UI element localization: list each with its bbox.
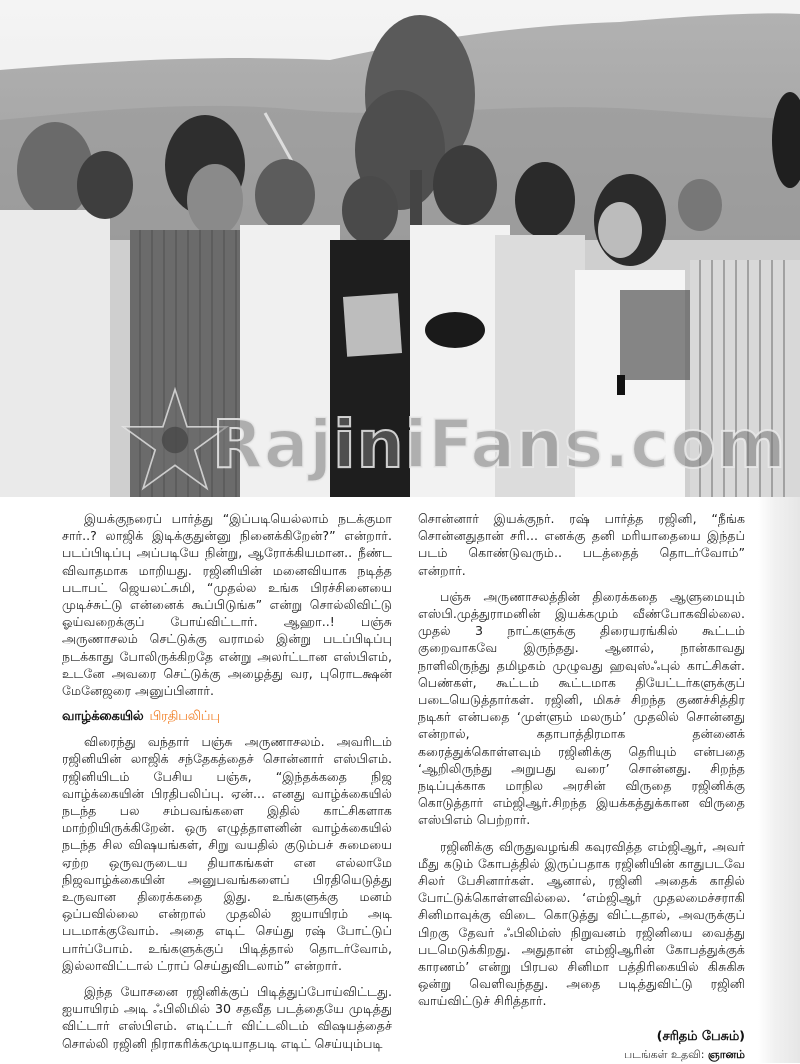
- article-right-column: [418, 510, 745, 1064]
- page-edge-shadow: [758, 497, 800, 1063]
- photo-credit-name: ஞானம்: [707, 1047, 745, 1061]
- series-continuation-note: (சரிதம் பேசும்): [656, 1028, 745, 1044]
- article-left-column: [62, 510, 392, 1061]
- paragraph: விரைந்து வந்தார் பஞ்சு அருணாசலம். அவரிடம் ரஜினியின் லாஜிக் சந்தேகத்தைச் சொன்னார் எஸ்பிஎம். ரஜினியிடம் பேசிய பஞ்சு, “இந்தக்கதை நிஜ வாழ்க்கையின் பிரதிபலிப்பு. ஏன்... எனது வாழ்க்கையில் நடந்த பல சம்பவங்களை இதில் காட்சிகளாக மாற்றியிருக்கிறேன். ஒரு எழுத்தாளனின் வாழ்க்கையில் நடந்த சில விஷயங்கள், சிறு வயதில் குடும்பச் சுமையை ஏற்ற ஒருவருடைய தியாகங்கள் என எல்லாமே நிஜவாழ்க்கையின் அனுபவங்களைப் பிரதியெடுத்து உருவான திரைக்கதை இது. உங்களுக்கு மனம் ஒப்பவில்லை என்றால் முதலில் ஐயாயிரம் அடி படமாக்குவோம். அதை எடிட் செய்து ரஷ் போட்டுப் பார்ப்போம். உங்களுக்குப் பிடித்தால் தொடர்வோம், இல்லாவிட்டால் ட்ராப் செய்துவிடலாம்” என்றார்.: [62, 734, 392, 973]
- article-footer: [418, 1028, 745, 1064]
- photo-credit-label: படங்கள் உதவி:: [624, 1047, 705, 1061]
- section-heading: [62, 708, 392, 725]
- article-photo: [0, 0, 800, 497]
- photo-credit: [418, 1046, 745, 1064]
- watermark-text: RajiniFans.com: [212, 406, 787, 483]
- watermark: [120, 405, 787, 485]
- paragraph: இயக்குநரைப் பார்த்து “இப்படியெல்லாம் நடக்குமா சார்..? லாஜிக் இடிக்குதுன்னு நினைக்கிறேன்?” என்றார். படப்பிடிப்பு அப்படியே நின்று, ஆரோக்கியமான.. நீண்ட விவாதமாக மாறியது. ரஜினியின் மனைவியாக நடித்த படாபட் ஜெயலட்சுமி, “முதல்ல உங்க பிரச்சினையை முடிச்சுட்டு என்னைக் கூப்பிடுங்க” என்று சொல்லிவிட்டு ஓய்வறைக்குப் போய்விட்டார். ஆஹா..! பஞ்சு அருணாசலம் செட்டுக்கு வராமல் இன்று படப்பிடிப்பு நடக்காது போலிருக்கிறதே என்று அலர்ட்டான எஸ்பிஎம், உடனே அவரை செட்டுக்கு அழைத்து வர, புரொடக்ஷன் மேனேஜரை அனுப்பினார்.: [62, 511, 392, 699]
- section-heading-part1: வாழ்க்கையில்: [62, 709, 144, 725]
- section-heading-part2: பிரதிபலிப்பு: [149, 709, 220, 725]
- paragraph: இந்த யோசனை ரஜினிக்குப் பிடித்துப்போய்விட்டது. ஐயாயிரம் அடி ஃபிலிமில் 30 சதவீத படத்தையே முடித்து விட்டார் எஸ்பிஎம். எடிட்டர் விட்டலிடம் விஷயத்தைச் சொல்லி ரஜினி நிராகரிக்கமுடியாதபடி எடிட் செய்யும்படி: [62, 984, 392, 1051]
- paragraph: சொன்னார் இயக்குநர். ரஷ் பார்த்த ரஜினி, “நீங்க சொன்னதுதான் சரி... எனக்கு தனி மரியாதையை இந்தப் படம் கொண்டுவரும்.. படத்தைத் தொடர்வோம்” என்றார்.: [418, 511, 745, 578]
- paragraph: பஞ்சு அருணாசலத்தின் திரைக்கதை ஆளுமையும் எஸ்பி.முத்துராமனின் இயக்கமும் வீண்போகவில்லை. முதல் 3 நாட்களுக்கு திரையரங்கில் கூட்டம் குறைவாகவே இருந்தது. ஆனால், நான்காவது நாளிலிருந்து தமிழகம் முழுவது ஹவுஸ்ஃபுல் காட்சிகள். பெண்கள், கூட்டம் கூட்டமாக தியேட்டர்களுக்குப் படையெடுத்தார்கள். ரஜினி, மிகச் சிறந்த குணச்சித்திர நடிகர் என்பதை ‘முள்ளும் மலரும்’ முதலில் சொன்னது என்றால், கதாபாத்திரமாக தன்னைக் கரைத்துக்கொள்ளவும் ரஜினிக்கு தெரியும் என்பதை ‘ஆறிலிருந்து அறுபது வரை’ சொன்னது. சிறந்த நடிப்புக்காக மாநில அரசின் விருதை ரஜினிக்கு கொடுத்தார் எம்ஜிஆர்.சிறந்த இயக்கத்துக்கான விருதை எஸ்பிஎம் பெற்றார்.: [418, 588, 745, 828]
- paragraph: ரஜினிக்கு விருதுவழங்கி கவுரவித்த எம்ஜிஆர், அவர் மீது கடும் கோபத்தில் இருப்பதாக ரஜினியின் காதுபடவே சிலர் பேசினார்கள். ஆனால், ரஜினி அதைக் காதில் போட்டுக்கொள்ளவில்லை. ‘எம்ஜிஆர் முதலமைச்சராகி சினிமாவுக்கு விடை கொடுத்து விட்டதால், அவருக்குப் பிறகு தேவர் ஃபிலிம்ஸ் நிறுவனம் ரஜினியை வைத்து படமெடுக்கிறது. அதுதான் எம்ஜிஆரின் கோபத்துக்குக் காரணம்’ என்று பிரபல சினிமா பத்திரிகையில் கிசுகிசு ஒன்று வெளிவந்தது. அதை படித்துவிட்டு ரஜினி வாய்விட்டுச் சிரித்தார்.: [418, 838, 745, 1009]
